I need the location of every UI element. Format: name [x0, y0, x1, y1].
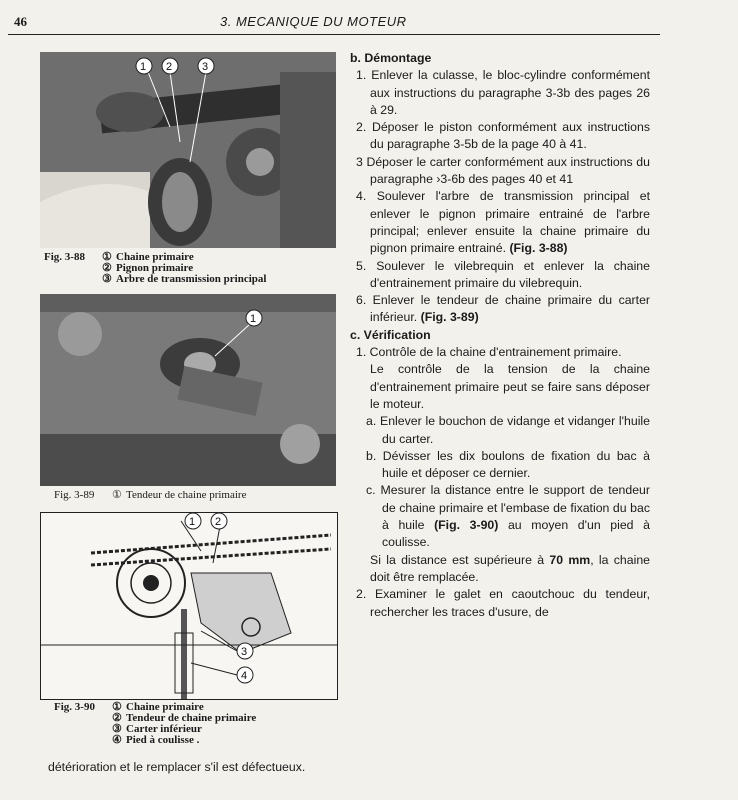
callout-2-label: 2 — [215, 516, 222, 528]
figure-3-89-illustration — [40, 294, 336, 486]
item-number: ① — [112, 701, 122, 713]
caption-item: Arbre de transmission principal — [116, 273, 267, 285]
figure-3-88-photo — [40, 52, 336, 248]
step-b4-text: 4. Soulever l'arbre de transmission principal et enlever le pignon primaire entrainé de l'arbre principal; enlever ensuite la chaine primaire du pignon primaire entrainé. — [356, 189, 650, 256]
callout-1-label: 1 — [140, 61, 147, 73]
item-number: ③ — [112, 723, 122, 735]
item-number: ① — [102, 251, 112, 263]
caption-item: Tendeur de chaine primaire — [126, 489, 247, 501]
caption-item: Chaine primaire — [116, 251, 194, 263]
caption-item: Pignon primaire — [116, 262, 194, 274]
step-b4 — [350, 188, 650, 257]
header-rule — [8, 34, 660, 35]
figure-ref: (Fig. 3-89) — [420, 310, 479, 325]
figure-3-90-illustration — [41, 513, 337, 699]
callout-1-label: 1 — [189, 516, 196, 528]
step-b6-text: 6. Enlever le tendeur de chaine primaire du carter inférieur. — [356, 293, 650, 325]
figure-3-90-drawing — [40, 512, 338, 700]
callout-2-label: 2 — [166, 61, 173, 73]
caption-item: Chaine primaire — [126, 701, 204, 713]
step-cc-text: c. Mesurer la distance entre le support de tendeur de chaine primaire et l'embase de fixation du bac à huile — [366, 483, 650, 533]
step-b1: 1. Enlever la culasse, le bloc-cylindre conformément aux instructions du paragraphe 3-3b des pages 26 à 29. — [356, 68, 650, 117]
figure-3-89-caption — [54, 490, 246, 501]
step-b5: 5. Soulever le vilebrequin et enlever la chaine d'entrainement primaire du vilebrequin. — [356, 258, 650, 290]
figure-label: Fig. 3-90 — [54, 701, 95, 713]
figure-3-90-caption — [54, 702, 256, 746]
section-heading-demontage: b. Démontage — [350, 51, 432, 65]
callout-3-label: 3 — [202, 61, 209, 73]
page-footer-text: détérioration et le remplacer s'il est défectueux. — [48, 760, 306, 774]
step-ca: a. Enlever le bouchon de vidange et vidanger l'huile du carter. — [366, 414, 650, 446]
step-b2: 2. Déposer le piston conformément aux instructions du paragraphe 3-5b de la page 40 à 41. — [356, 120, 650, 152]
step-b6 — [350, 292, 650, 327]
figure-3-88-illustration — [40, 52, 336, 248]
body-text-column — [350, 50, 650, 621]
step-c2: 2. Examiner le galet en caoutchouc du tendeur, rechercher les traces d'usure, de — [356, 587, 650, 619]
chapter-title: 3. MECANIQUE DU MOTEUR — [220, 14, 407, 29]
step-c1-paragraph: Le contrôle de la tension de la chaine d'entrainement primaire peut se faire sans déposer le moteur. — [370, 362, 650, 411]
figure-label: Fig. 3-88 — [44, 251, 85, 263]
step-cb: b. Dévisser les dix boulons de fixation du bac à huile et déposer ce dernier. — [366, 448, 650, 481]
step-b3: 3 Déposer le carter conformément aux instructions du paragraphe ›3-6b des pages 40 et 41 — [356, 154, 650, 187]
step-cc-text-end: au moyen d'un pied à coulisse. — [382, 518, 650, 550]
distance-value: 70 mm — [549, 552, 591, 567]
caption-item: Pied à coulisse . — [126, 734, 200, 746]
step-cc — [350, 482, 650, 551]
figure-3-89-photo — [40, 294, 336, 486]
callout-4-label: 4 — [241, 670, 248, 682]
figure-ref: (Fig. 3-90) — [434, 518, 499, 533]
item-number: ③ — [102, 273, 112, 285]
callout-1-label: 1 — [250, 313, 257, 325]
callout-3-label: 3 — [241, 646, 248, 658]
step-c1: 1. Contrôle de la chaine d'entrainement primaire. — [356, 345, 622, 360]
item-number: ② — [112, 712, 122, 724]
distance-note-post: , la chaine doit être remplacée. — [370, 552, 651, 584]
figure-ref: (Fig. 3-88) — [509, 241, 568, 256]
caption-item: Carter inférieur — [126, 723, 202, 735]
item-number: ④ — [112, 734, 122, 746]
distance-note — [350, 552, 650, 587]
section-heading-verification: c. Vérification — [350, 327, 431, 342]
page-number: 46 — [14, 14, 27, 29]
item-number: ① — [112, 489, 122, 501]
item-number: ② — [102, 262, 112, 274]
distance-note-pre: Si la distance est supérieure à — [370, 552, 545, 567]
caption-item: Tendeur de chaine primaire — [126, 712, 257, 724]
figure-3-88-caption — [44, 252, 266, 285]
figure-label: Fig. 3-89 — [54, 489, 95, 501]
